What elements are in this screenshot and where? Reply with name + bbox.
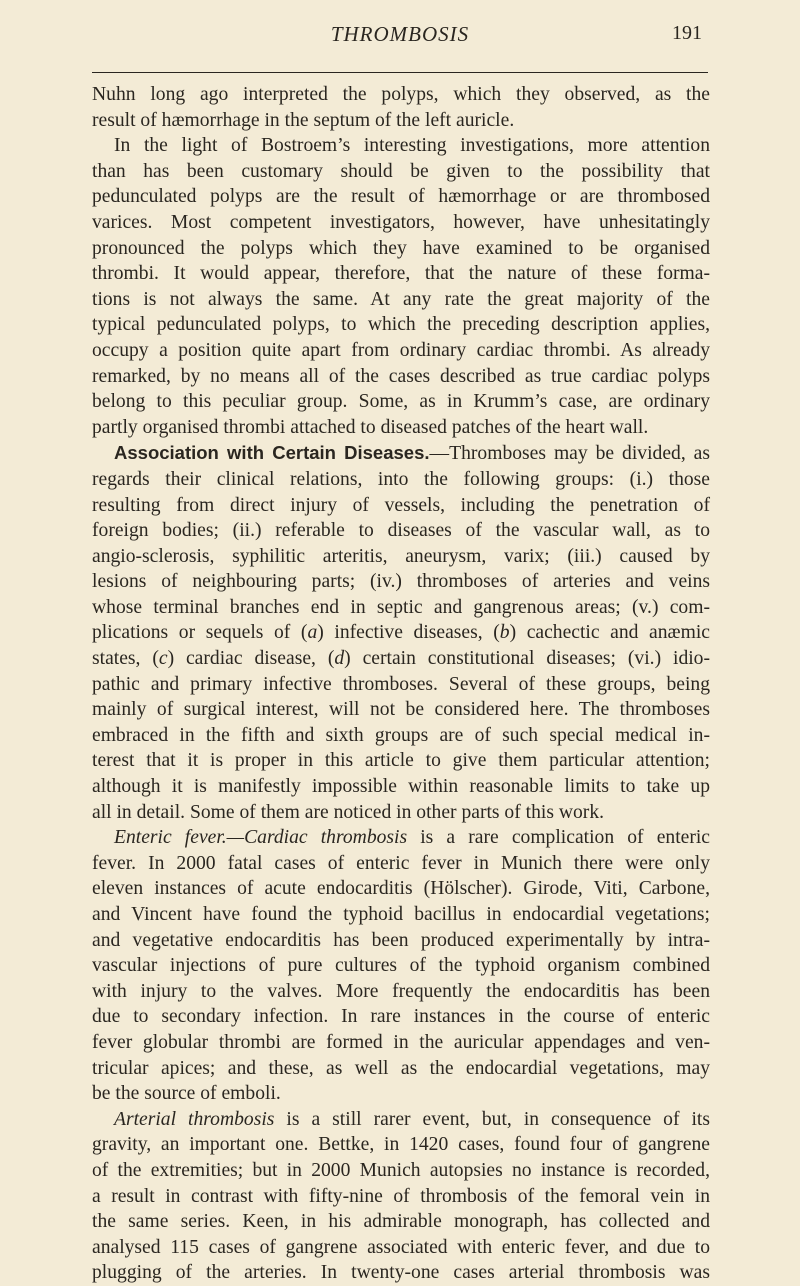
text-line	[92, 1209, 710, 1235]
text-line	[92, 108, 710, 134]
text-run: angio-sclerosis, syphilitic arteritis, aneurysm, varix; (iii.) caused by	[92, 545, 710, 567]
italic-text: Arterial thrombosis	[114, 1108, 275, 1130]
italic-text: c	[158, 648, 168, 670]
text-line	[92, 518, 710, 544]
text-run: although it is manifestly impossible within reasonable limits to take up	[92, 776, 710, 798]
text-run: foreign bodies; (ii.) referable to diseases of the vascular wall, as to	[92, 520, 710, 542]
text-line	[92, 876, 710, 902]
text-line	[92, 1184, 710, 1210]
text-line	[92, 672, 710, 698]
text-run: the same series. Keen, in his admirable monograph, has collected and	[92, 1211, 710, 1233]
text-line	[92, 440, 710, 467]
text-line	[92, 184, 710, 210]
text-line	[92, 774, 710, 800]
body-text	[92, 82, 710, 1286]
text-line	[92, 544, 710, 570]
text-line	[92, 748, 710, 774]
header-rule	[92, 72, 708, 73]
text-line	[92, 646, 710, 672]
text-run: plications or sequels of (	[92, 622, 308, 644]
text-run: whose terminal branches end in septic and gangrenous areas; (v.) com-	[92, 596, 710, 618]
text-run: embraced in the fifth and sixth groups are of such special medical in-	[92, 724, 710, 746]
running-head	[0, 22, 800, 62]
text-run: all in detail. Some of them are noticed in other parts of this work.	[92, 801, 605, 823]
text-line	[92, 1132, 710, 1158]
text-line	[92, 1030, 710, 1056]
text-line	[92, 620, 710, 646]
text-run: plugging of the arteries. In twenty-one cases arterial thrombosis was	[92, 1262, 710, 1284]
text-line	[92, 569, 710, 595]
text-line	[92, 979, 710, 1005]
text-run: belong to this peculiar group. Some, as in Krumm’s case, are ordinary	[92, 391, 710, 413]
text-run: and Vincent have found the typhoid bacillus in endocardial vegetations;	[92, 904, 710, 925]
text-line	[92, 1107, 710, 1133]
text-line	[92, 723, 710, 749]
text-run: states, (	[92, 648, 159, 670]
text-line	[92, 1004, 710, 1030]
text-run: result of hæmorrhage in the septum of the left auricle.	[92, 109, 515, 131]
text-line	[92, 1081, 710, 1107]
text-run: occupy a position quite apart from ordinary cardiac thrombi. As already	[92, 339, 710, 361]
text-line	[92, 287, 710, 313]
text-line	[92, 159, 710, 185]
text-line	[92, 851, 710, 877]
text-run: remarked, by no means all of the cases described as true cardiac polyps	[92, 365, 710, 387]
text-run: pathic and primary infective thromboses. Several of these groups, being	[92, 673, 710, 695]
italic-text: d	[334, 648, 345, 670]
page-number: 191	[672, 22, 702, 44]
italic-text: a	[307, 622, 318, 644]
text-run: lesions of neighbouring parts; (iv.) thromboses of arteries and veins	[92, 571, 710, 593]
text-line	[92, 595, 710, 621]
text-run: —Thromboses may be divided, as	[429, 443, 710, 465]
text-run: gravity, an important one. Bettke, in 1420 cases, found four of gangrene	[92, 1134, 710, 1156]
text-line	[92, 928, 710, 954]
text-line	[92, 133, 710, 159]
text-run: of the extremities; but in 2000 Munich autopsies no instance is recorded,	[92, 1159, 710, 1181]
text-line	[92, 1056, 710, 1082]
text-line	[92, 902, 710, 928]
text-run: ) infective diseases, (	[317, 622, 500, 644]
text-line	[92, 338, 710, 364]
text-line	[92, 312, 710, 338]
text-run: a result in contrast with fifty-nine of thrombosis of the femoral vein in	[92, 1185, 710, 1207]
text-run: vascular injections of pure cultures of the typhoid organism combined	[92, 955, 710, 977]
text-line	[92, 697, 710, 723]
text-run: terest that it is proper in this article to give them particular attention;	[92, 750, 710, 772]
text-run: pedunculated polyps are the result of hæmorrhage or are thrombosed	[92, 186, 710, 208]
text-run: resulting from direct injury of vessels, including the penetration of	[92, 494, 710, 516]
text-line	[92, 236, 710, 262]
text-line	[92, 1158, 710, 1184]
text-run: with injury to the valves. More frequently the endocarditis has been	[92, 980, 710, 1002]
text-run: regards their clinical relations, into the following groups: (i.) those	[92, 468, 710, 490]
text-run: typical pedunculated polyps, to which the preceding description applies,	[92, 314, 710, 336]
text-run: is a still rarer event, but, in consequence of its	[274, 1108, 710, 1130]
text-run: and vegetative endocarditis has been produced experimentally by intra-	[92, 929, 710, 951]
text-run: analysed 115 cases of gangrene associated with enteric fever, and due to	[92, 1236, 710, 1258]
text-run: is a rare complication of enteric	[407, 827, 710, 849]
text-run: eleven instances of acute endocarditis (Hölscher). Girode, Viti, Carbone,	[92, 878, 710, 900]
text-run: Nuhn long ago interpreted the polyps, which they observed, as the	[92, 84, 710, 105]
text-line	[92, 953, 710, 979]
text-line	[92, 210, 710, 236]
italic-text: b	[499, 622, 510, 644]
text-run: ) cachectic and anæmic	[509, 622, 710, 644]
text-line	[92, 467, 710, 493]
text-run: be the source of emboli.	[92, 1083, 281, 1105]
text-run: varices. Most competent investigators, however, have unhesitatingly	[92, 211, 710, 233]
text-line	[92, 389, 710, 415]
text-run: mainly of surgical interest, will not be considered here. The thromboses	[92, 699, 710, 721]
italic-text: Enteric fever.—Cardiac thrombosis	[114, 827, 408, 849]
text-run: fever globular thrombi are formed in the auricular appendages and ven-	[92, 1031, 710, 1053]
text-line	[92, 364, 710, 390]
text-run: fever. In 2000 fatal cases of enteric fever in Munich there were only	[92, 852, 710, 874]
text-run: In the light of Bostroem’s interesting investigations, more attention	[114, 135, 710, 157]
text-run: partly organised thrombi attached to diseased patches of the heart wall.	[92, 416, 649, 438]
text-line	[92, 415, 710, 441]
text-run: pronounced the polyps which they have examined to be organised	[92, 237, 710, 259]
text-run: tricular apices; and these, as well as the endocardial vegetations, may	[92, 1057, 710, 1079]
text-run: tions is not always the same. At any rate the great majority of the	[92, 288, 710, 310]
text-line	[92, 800, 710, 826]
text-run: ) certain constitutional diseases; (vi.) idio-	[344, 648, 710, 670]
text-line	[92, 1235, 710, 1261]
text-line	[92, 82, 710, 108]
text-run: than has been customary should be given to the possibility that	[92, 160, 710, 182]
section-heading: Association with Certain Diseases.	[114, 442, 430, 464]
text-run: thrombi. It would appear, therefore, that the nature of these forma-	[92, 263, 710, 285]
text-line	[92, 493, 710, 519]
text-line	[92, 825, 710, 851]
running-title: THROMBOSIS	[330, 22, 470, 46]
text-run: due to secondary infection. In rare instances in the course of enteric	[92, 1006, 710, 1028]
text-line	[92, 261, 710, 287]
text-line	[92, 1260, 710, 1286]
text-run: ) cardiac disease, (	[167, 648, 335, 670]
